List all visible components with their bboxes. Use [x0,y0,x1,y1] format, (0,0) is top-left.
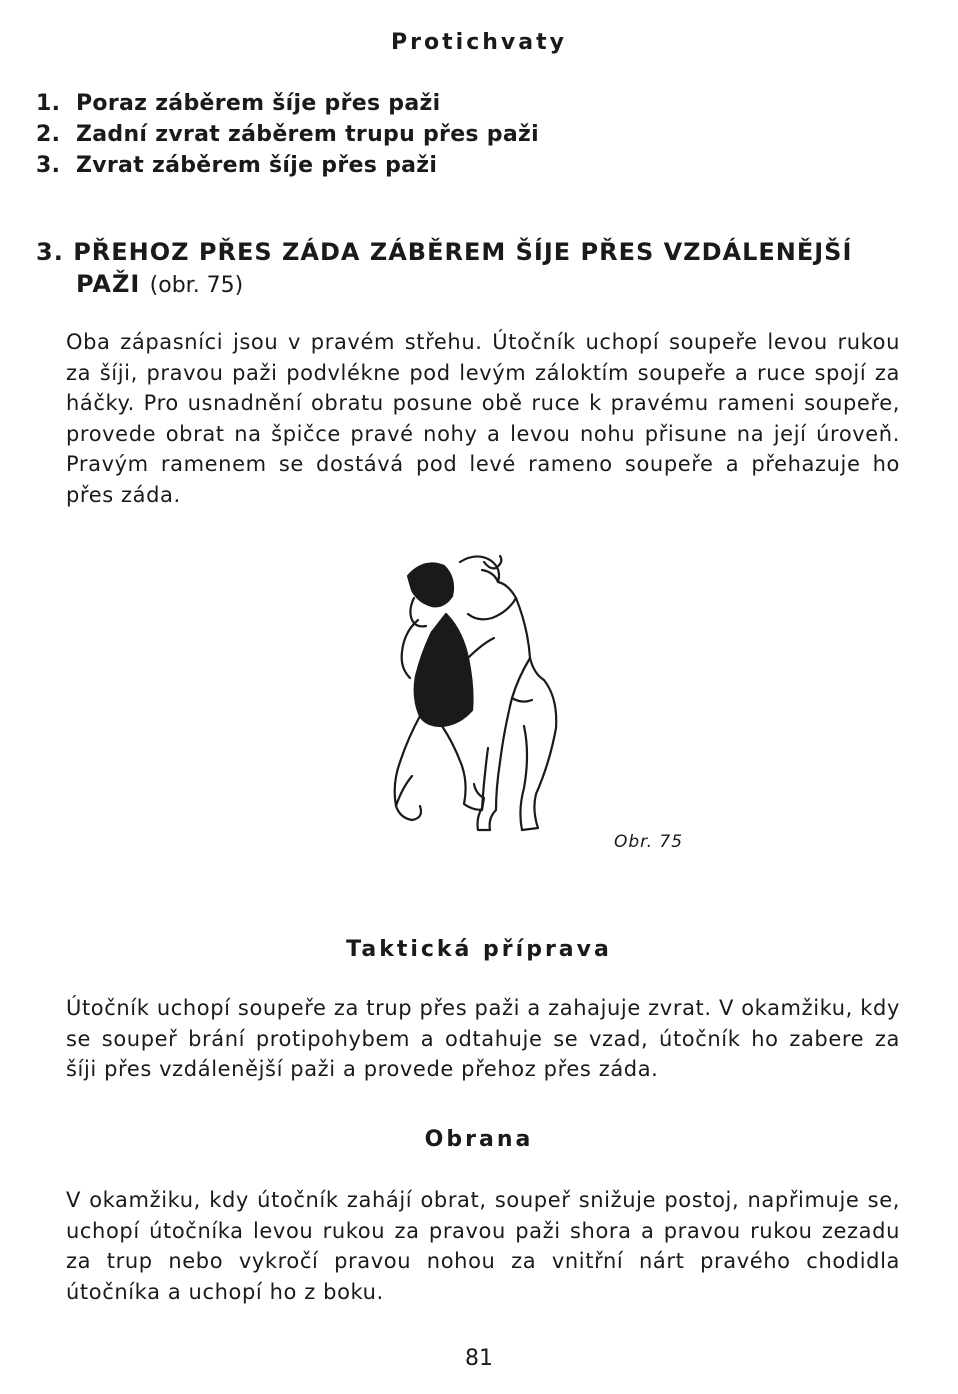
page-number: 81 [465,1346,493,1371]
counter-list [36,88,539,181]
list-item-text: Poraz záběrem šíje přes paži [76,91,441,116]
figure-caption: Obr. 75 [614,832,684,852]
section-title-line1: PŘEHOZ PŘES ZÁDA ZÁBĚREM ŠÍJE PŘES VZDÁLENĚJŠÍ [73,238,853,266]
list-item-number: 2. [36,122,61,147]
list-item-number: 3. [36,153,61,178]
figure-reference: (obr. 75) [149,273,244,298]
list-item [36,150,539,181]
paragraph-tactics: Útočník uchopí soupeře za trup přes paži a zahajuje zvrat. V okamžiku, kdy se soupeř brání protipohybem a odtahuje se vzad, útočník ho zabere za šíji přes vzdálenější paži a provede přehoz přes záda. [66,996,900,1081]
heading-obrana: Obrana [424,1127,534,1152]
wrestlers-illustration [372,548,592,848]
list-item-number: 1. [36,91,61,116]
list-item [36,119,539,150]
paragraph-defense: V okamžiku, kdy útočník zahájí obrat, soupeř snižuje postoj, napřimuje se, uchopí útočníka levou rukou za pravou paži shora a pravou rukou zezadu za trup nebo vykročí pravou nohou za vnitřní nárt pravého chodidla útočníka a uchopí ho z boku. [66,1188,900,1304]
list-item [36,88,539,119]
list-item-text: Zadní zvrat záběrem trupu přes paži [76,122,539,147]
heading-protichvaty: Protichvaty [391,30,567,55]
paragraph-technique: Oba zápasníci jsou v pravém střehu. Útočník uchopí soupeře levou rukou za šíji, pravou paži podvlékne pod levým záloktím soupeře a ruce spojí za háčky. Pro usnadnění obratu posune obě ruce k pravému rameni soupeře, provede obrat na špičce pravé nohy a levou nohu přisune na její úroveň. Pravým ramenem se dostává pod levé rameno soupeře a přehazuje ho přes záda. [66,330,900,507]
heading-takticka-priprava: Taktická příprava [346,937,612,962]
section-title-line2: PAŽI [76,270,141,298]
section-title [36,236,916,302]
list-item-text: Zvrat záběrem šíje přes paži [76,153,438,178]
section-number: 3. [36,238,64,266]
